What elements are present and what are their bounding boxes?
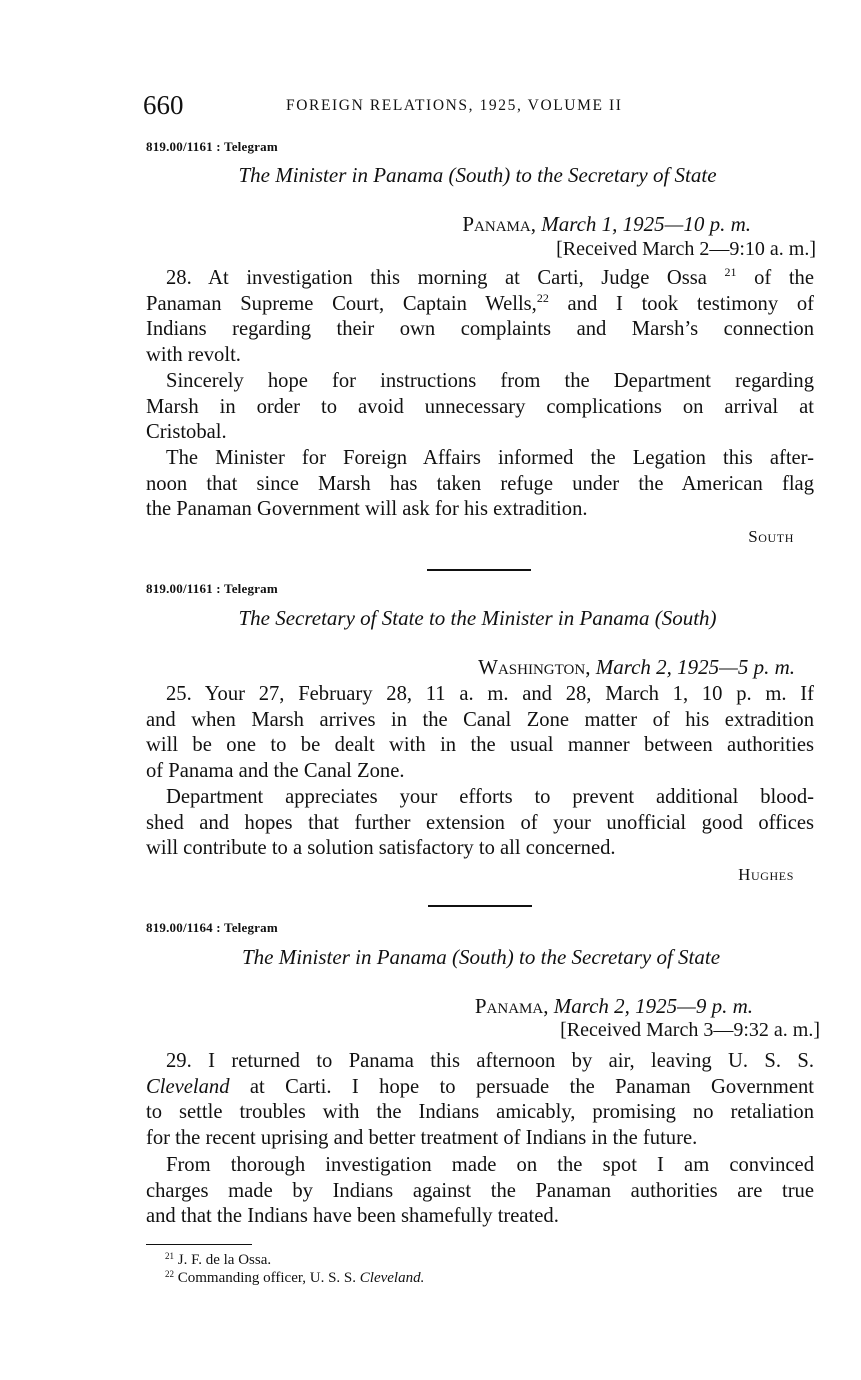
text-line: Marsh in order to avoid unnecessary complications on arrival at [146, 395, 814, 418]
text-line: the Panaman Government will ask for his extradition. [146, 498, 588, 521]
document-title: The Secretary of State to the Minister in Panama (South) [238, 606, 717, 630]
section-divider [428, 905, 532, 907]
file-reference: 819.00/1161 : Telegram [146, 139, 278, 154]
text-line: 25. Your 27, February 28, 11 a. m. and 28, March 1, 10 p. m. If [166, 683, 814, 705]
signature: South [748, 527, 794, 546]
page-number: 660 [143, 90, 184, 120]
text-line: of Panama and the Canal Zone. [146, 760, 405, 783]
footnote-ship-name: Cleveland. [359, 1270, 425, 1286]
signature: Hughes [738, 865, 794, 884]
footnote [165, 1252, 271, 1269]
document-title: The Minister in Panama (South) to the Secretary of State [238, 163, 717, 187]
dateline [478, 655, 795, 680]
dateline-place: Panama, [462, 212, 536, 236]
paragraph [146, 446, 814, 523]
dateline [475, 994, 753, 1019]
dateline-place: Washington, [478, 655, 591, 679]
text-line: The Minister for Foreign Affairs informed the Legation this after- [166, 447, 814, 469]
file-reference: 819.00/1164 : Telegram [146, 920, 278, 935]
paragraph [146, 682, 814, 785]
paragraph [146, 785, 814, 862]
document-title: The Minister in Panama (South) to the Secretary of State [241, 945, 721, 969]
text-line: Panaman Supreme Court, Captain Wells,$^{22}$ and I took testimony of [146, 290, 814, 315]
footnote-mark: 22 [165, 1269, 174, 1279]
paragraph [146, 1049, 814, 1152]
text-line: noon that since Marsh has taken refuge under the American flag [146, 472, 814, 495]
text-line: charges made by Indians against the Panaman authorities are true [146, 1179, 814, 1202]
text-line: and when Marsh arrives in the Canal Zone matter of his extradition [146, 708, 814, 731]
text-line: From thorough investigation made on the spot I am convinced [166, 1154, 814, 1176]
text-line: Indians regarding their own complaints and Marsh’s connection [146, 318, 814, 341]
text-line: 28. At investigation this morning at Carti, Judge Ossa $^{21}$ of the [166, 265, 814, 289]
dateline-place: Panama, [474, 994, 549, 1018]
dateline-date: March 2, 1925—5 p. m. [595, 655, 795, 679]
footnote-ref: 22 [536, 290, 549, 305]
running-head: FOREIGN RELATIONS, 1925, VOLUME II [286, 97, 623, 114]
footnote-text: J. F. de la Ossa. [177, 1252, 272, 1268]
dateline-date: March 2, 1925—9 p. m. [553, 994, 753, 1018]
text-line: shed and hopes that further extension of your unofficial good offices [146, 811, 814, 834]
text-line: and that the Indians have been shamefully treated. [146, 1205, 559, 1228]
dateline [462, 212, 751, 237]
text-line: Sincerely hope for instructions from the Department regarding [166, 370, 814, 392]
text-line: Department appreciates your efforts to prevent additional blood- [166, 786, 814, 808]
received-note: [Received March 3—9:32 a. m.] [560, 1019, 820, 1041]
footnote-ref: 21 [724, 265, 737, 279]
text-line: to settle troubles with the Indians amicably, promising no retaliation [146, 1101, 814, 1124]
text-line: will be one to be dealt with in the usual manner between authorities [146, 734, 814, 757]
text-line: Cleveland at Carti. I hope to persuade the Panaman Government [146, 1075, 814, 1098]
text-line: for the recent uprising and better treatment of Indians in the future. [146, 1127, 698, 1150]
footnote-divider [146, 1244, 252, 1245]
footnote-mark: 21 [165, 1251, 174, 1261]
dateline-date: March 1, 1925—10 p. m. [541, 212, 751, 236]
footnote-text: Commanding officer, U. S. S. [177, 1270, 360, 1286]
received-note: [Received March 2—9:10 a. m.] [556, 238, 816, 260]
ship-name: Cleveland [146, 1075, 230, 1098]
file-reference: 819.00/1161 : Telegram [146, 581, 278, 596]
text-line: with revolt. [146, 344, 241, 367]
paragraph [146, 1153, 814, 1230]
text-line: 29. I returned to Panama this afternoon by air, leaving U. S. S. [166, 1050, 814, 1072]
paragraph [146, 369, 814, 446]
paragraph [146, 266, 814, 369]
text-line: will contribute to a solution satisfactory to all concerned. [146, 837, 616, 860]
footnote [165, 1270, 424, 1287]
section-divider [427, 569, 531, 571]
text-line: Cristobal. [146, 421, 227, 444]
